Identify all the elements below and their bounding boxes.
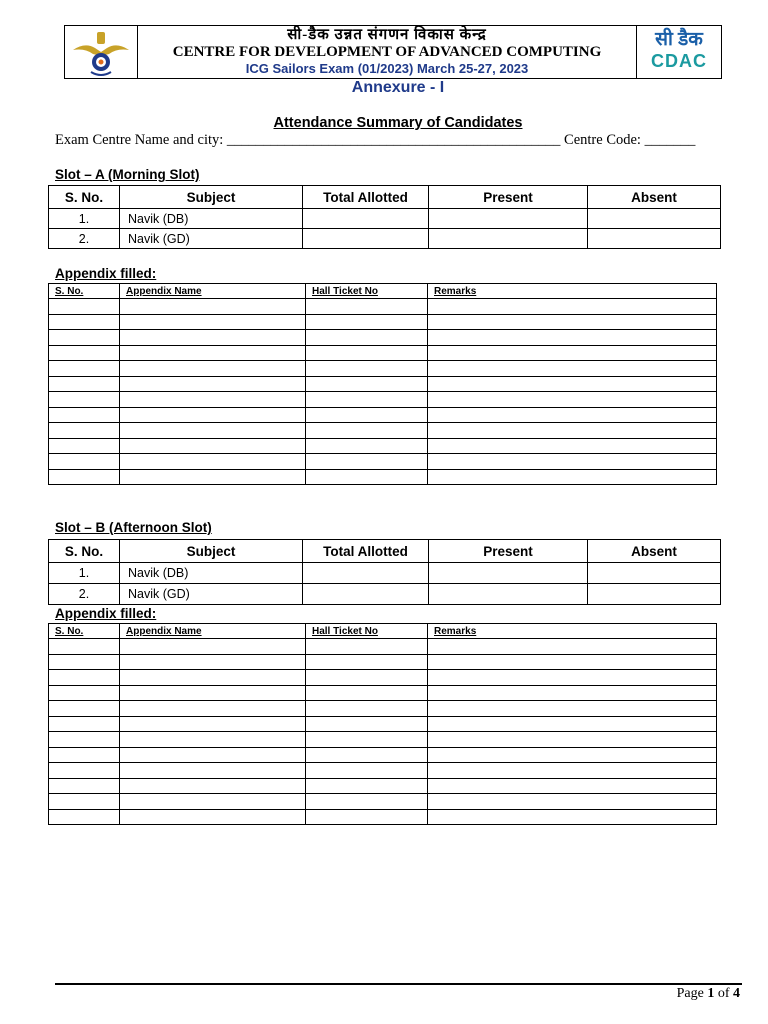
cell-appendix-name[interactable] bbox=[120, 747, 306, 763]
cell-remarks[interactable] bbox=[428, 423, 717, 439]
cell-sno[interactable] bbox=[49, 639, 120, 655]
footer-divider bbox=[55, 983, 742, 985]
cell-appendix-name[interactable] bbox=[120, 639, 306, 655]
cell-hall-ticket[interactable] bbox=[306, 330, 428, 346]
table-row bbox=[49, 423, 717, 439]
table-row bbox=[49, 392, 717, 408]
cell-appendix-name[interactable] bbox=[120, 654, 306, 670]
organization-name: CENTRE FOR DEVELOPMENT OF ADVANCED COMPUTING bbox=[172, 44, 602, 60]
cell-sno[interactable] bbox=[49, 361, 120, 377]
cell-hall-ticket[interactable] bbox=[306, 778, 428, 794]
cell-remarks[interactable] bbox=[428, 794, 717, 810]
cell-remarks[interactable] bbox=[428, 345, 717, 361]
cell-sno[interactable] bbox=[49, 345, 120, 361]
slot-b-title: Slot – B (Afternoon Slot) bbox=[55, 520, 212, 535]
cell-sno: 2. bbox=[49, 229, 120, 249]
col-absent: Absent bbox=[588, 540, 721, 563]
cell-subject: Navik (GD) bbox=[120, 584, 303, 605]
cell-sno[interactable] bbox=[49, 423, 120, 439]
table-row bbox=[49, 778, 717, 794]
col-remarks: Remarks bbox=[428, 624, 717, 639]
cell-absent[interactable] bbox=[588, 584, 721, 605]
table-row bbox=[49, 794, 717, 810]
cell-hall-ticket[interactable] bbox=[306, 794, 428, 810]
cell-sno[interactable] bbox=[49, 330, 120, 346]
cell-hall-ticket[interactable] bbox=[306, 438, 428, 454]
cell-subject: Navik (DB) bbox=[120, 209, 303, 229]
appendix-b-title: Appendix filled: bbox=[55, 606, 157, 621]
cell-appendix-name[interactable] bbox=[120, 361, 306, 377]
cell-remarks[interactable] bbox=[428, 778, 717, 794]
cell-remarks[interactable] bbox=[428, 438, 717, 454]
cell-sno[interactable] bbox=[49, 747, 120, 763]
appendix-b-table bbox=[48, 623, 717, 825]
table-row bbox=[49, 763, 717, 779]
cell-appendix-name[interactable] bbox=[120, 299, 306, 315]
cell-hall-ticket[interactable] bbox=[306, 454, 428, 470]
table-row bbox=[49, 299, 717, 315]
hindi-title: सी-डैक उन्नत संगणन विकास केन्द्र bbox=[287, 27, 487, 43]
cell-appendix-name[interactable] bbox=[120, 794, 306, 810]
cell-subject: Navik (GD) bbox=[120, 229, 303, 249]
cell-appendix-name[interactable] bbox=[120, 732, 306, 748]
cell-appendix-name[interactable] bbox=[120, 407, 306, 423]
cell-hall-ticket[interactable] bbox=[306, 407, 428, 423]
document-header bbox=[64, 25, 722, 79]
cell-appendix-name[interactable] bbox=[120, 438, 306, 454]
cell-remarks[interactable] bbox=[428, 809, 717, 825]
air-force-emblem-icon bbox=[65, 26, 138, 78]
page-current: 1 bbox=[707, 986, 715, 1001]
cell-hall-ticket[interactable] bbox=[306, 392, 428, 408]
cell-hall-ticket[interactable] bbox=[306, 469, 428, 485]
cdac-logo-text: CDAC bbox=[651, 51, 707, 71]
table-row bbox=[49, 732, 717, 748]
col-present: Present bbox=[429, 540, 588, 563]
cell-present[interactable] bbox=[429, 563, 588, 584]
cell-remarks[interactable] bbox=[428, 747, 717, 763]
cell-hall-ticket[interactable] bbox=[306, 639, 428, 655]
page-number bbox=[677, 986, 740, 1002]
cell-sno[interactable] bbox=[49, 376, 120, 392]
cell-hall-ticket[interactable] bbox=[306, 809, 428, 825]
col-absent: Absent bbox=[588, 186, 721, 209]
cell-present[interactable] bbox=[429, 209, 588, 229]
cell-hall-ticket[interactable] bbox=[306, 423, 428, 439]
cell-hall-ticket[interactable] bbox=[306, 716, 428, 732]
col-total-allotted: Total Allotted bbox=[303, 186, 429, 209]
cell-remarks[interactable] bbox=[428, 732, 717, 748]
cell-sno[interactable] bbox=[49, 670, 120, 686]
cell-appendix-name[interactable] bbox=[120, 778, 306, 794]
table-row bbox=[49, 747, 717, 763]
cell-appendix-name[interactable] bbox=[120, 314, 306, 330]
table-row bbox=[49, 330, 717, 346]
cell-appendix-name[interactable] bbox=[120, 763, 306, 779]
slot-a-title: Slot – A (Morning Slot) bbox=[55, 167, 200, 182]
cell-hall-ticket[interactable] bbox=[306, 685, 428, 701]
cell-hall-ticket[interactable] bbox=[306, 314, 428, 330]
cell-remarks[interactable] bbox=[428, 454, 717, 470]
cell-appendix-name[interactable] bbox=[120, 670, 306, 686]
table-row bbox=[49, 469, 717, 485]
cell-absent[interactable] bbox=[588, 209, 721, 229]
cell-sno[interactable] bbox=[49, 299, 120, 315]
cell-remarks[interactable] bbox=[428, 330, 717, 346]
table-row bbox=[49, 209, 721, 229]
cell-remarks[interactable] bbox=[428, 654, 717, 670]
table-row bbox=[49, 438, 717, 454]
cell-sno[interactable] bbox=[49, 763, 120, 779]
cell-remarks[interactable] bbox=[428, 639, 717, 655]
page-subtitle: Attendance Summary of Candidates bbox=[273, 115, 523, 131]
cell-appendix-name[interactable] bbox=[120, 423, 306, 439]
table-row bbox=[49, 376, 717, 392]
col-present: Present bbox=[429, 186, 588, 209]
cell-remarks[interactable] bbox=[428, 701, 717, 717]
cell-sno[interactable] bbox=[49, 778, 120, 794]
page-label: Page bbox=[676, 986, 704, 1001]
cell-hall-ticket[interactable] bbox=[306, 376, 428, 392]
cell-remarks[interactable] bbox=[428, 763, 717, 779]
table-row bbox=[49, 701, 717, 717]
cell-remarks[interactable] bbox=[428, 685, 717, 701]
table-row bbox=[49, 584, 721, 605]
cell-sno[interactable] bbox=[49, 407, 120, 423]
exam-line: ICG Sailors Exam (01/2023) March 25-27, 2023 bbox=[245, 61, 529, 76]
cell-sno[interactable] bbox=[49, 454, 120, 470]
cdac-logo-hindi: सी डैक bbox=[655, 29, 703, 50]
cell-total-allotted[interactable] bbox=[303, 563, 429, 584]
col-appendix-name: Appendix Name bbox=[120, 624, 306, 639]
cell-hall-ticket[interactable] bbox=[306, 361, 428, 377]
col-remarks: Remarks bbox=[428, 284, 717, 299]
table-row bbox=[49, 654, 717, 670]
col-hall-ticket: Hall Ticket No bbox=[306, 624, 428, 639]
table-row bbox=[49, 716, 717, 732]
col-subject: Subject bbox=[120, 186, 303, 209]
cell-hall-ticket[interactable] bbox=[306, 670, 428, 686]
table-row bbox=[49, 229, 721, 249]
cdac-logo bbox=[636, 26, 721, 78]
cell-hall-ticket[interactable] bbox=[306, 345, 428, 361]
cell-sno[interactable] bbox=[49, 654, 120, 670]
cell-absent[interactable] bbox=[588, 229, 721, 249]
cell-present[interactable] bbox=[429, 229, 588, 249]
cell-appendix-name[interactable] bbox=[120, 469, 306, 485]
cell-sno[interactable] bbox=[49, 809, 120, 825]
exam-centre-line: Exam Centre Name and city: ______________________________________________ Centre Code: _______ bbox=[55, 132, 696, 148]
cell-total-allotted[interactable] bbox=[303, 229, 429, 249]
cell-sno[interactable] bbox=[49, 314, 120, 330]
cell-sno[interactable] bbox=[49, 438, 120, 454]
col-total-allotted: Total Allotted bbox=[303, 540, 429, 563]
page-total: 4 bbox=[733, 986, 740, 1001]
col-hall-ticket: Hall Ticket No bbox=[306, 284, 428, 299]
cell-appendix-name[interactable] bbox=[120, 376, 306, 392]
cell-appendix-name[interactable] bbox=[120, 701, 306, 717]
cell-remarks[interactable] bbox=[428, 299, 717, 315]
cell-remarks[interactable] bbox=[428, 670, 717, 686]
table-row bbox=[49, 361, 717, 377]
header-title-block bbox=[137, 26, 637, 78]
cell-remarks[interactable] bbox=[428, 376, 717, 392]
cell-remarks[interactable] bbox=[428, 469, 717, 485]
col-sno: S. No. bbox=[49, 624, 120, 639]
col-sno: S. No. bbox=[49, 284, 120, 299]
cell-sno[interactable] bbox=[49, 685, 120, 701]
cell-sno[interactable] bbox=[49, 716, 120, 732]
table-header-row bbox=[49, 624, 717, 639]
cell-hall-ticket[interactable] bbox=[306, 654, 428, 670]
cell-sno[interactable] bbox=[49, 392, 120, 408]
slot-a-table bbox=[48, 185, 721, 249]
cell-sno[interactable] bbox=[49, 469, 120, 485]
cell-remarks[interactable] bbox=[428, 716, 717, 732]
appendix-a-title: Appendix filled: bbox=[55, 266, 157, 281]
table-header-row bbox=[49, 540, 721, 563]
cell-hall-ticket[interactable] bbox=[306, 732, 428, 748]
col-sno: S. No. bbox=[49, 540, 120, 563]
table-row bbox=[49, 563, 721, 584]
cell-total-allotted[interactable] bbox=[303, 209, 429, 229]
cell-total-allotted[interactable] bbox=[303, 584, 429, 605]
page-of: of bbox=[717, 986, 730, 1001]
cell-appendix-name[interactable] bbox=[120, 454, 306, 470]
cell-absent[interactable] bbox=[588, 563, 721, 584]
cell-sno[interactable] bbox=[49, 701, 120, 717]
cell-appendix-name[interactable] bbox=[120, 809, 306, 825]
cell-remarks[interactable] bbox=[428, 407, 717, 423]
cell-appendix-name[interactable] bbox=[120, 716, 306, 732]
cell-appendix-name[interactable] bbox=[120, 392, 306, 408]
cell-appendix-name[interactable] bbox=[120, 685, 306, 701]
annexure-title: Annexure - I bbox=[351, 79, 445, 96]
table-row bbox=[49, 639, 717, 655]
table-row bbox=[49, 685, 717, 701]
table-row bbox=[49, 670, 717, 686]
table-row bbox=[49, 809, 717, 825]
cell-sno[interactable] bbox=[49, 794, 120, 810]
cell-hall-ticket[interactable] bbox=[306, 701, 428, 717]
cell-sno: 1. bbox=[49, 209, 120, 229]
col-appendix-name: Appendix Name bbox=[120, 284, 306, 299]
cell-remarks[interactable] bbox=[428, 314, 717, 330]
table-header-row bbox=[49, 284, 717, 299]
cell-subject: Navik (DB) bbox=[120, 563, 303, 584]
col-sno: S. No. bbox=[49, 186, 120, 209]
table-row bbox=[49, 314, 717, 330]
table-row bbox=[49, 407, 717, 423]
table-row bbox=[49, 345, 717, 361]
col-subject: Subject bbox=[120, 540, 303, 563]
slot-b-table bbox=[48, 539, 721, 605]
table-header-row bbox=[49, 186, 721, 209]
cell-sno: 1. bbox=[49, 563, 120, 584]
cell-remarks[interactable] bbox=[428, 392, 717, 408]
appendix-a-table bbox=[48, 283, 717, 485]
cell-sno: 2. bbox=[49, 584, 120, 605]
cell-hall-ticket[interactable] bbox=[306, 747, 428, 763]
cell-sno[interactable] bbox=[49, 732, 120, 748]
cell-appendix-name[interactable] bbox=[120, 345, 306, 361]
cell-hall-ticket[interactable] bbox=[306, 299, 428, 315]
cell-appendix-name[interactable] bbox=[120, 330, 306, 346]
table-row bbox=[49, 454, 717, 470]
cell-remarks[interactable] bbox=[428, 361, 717, 377]
cell-present[interactable] bbox=[429, 584, 588, 605]
cell-hall-ticket[interactable] bbox=[306, 763, 428, 779]
